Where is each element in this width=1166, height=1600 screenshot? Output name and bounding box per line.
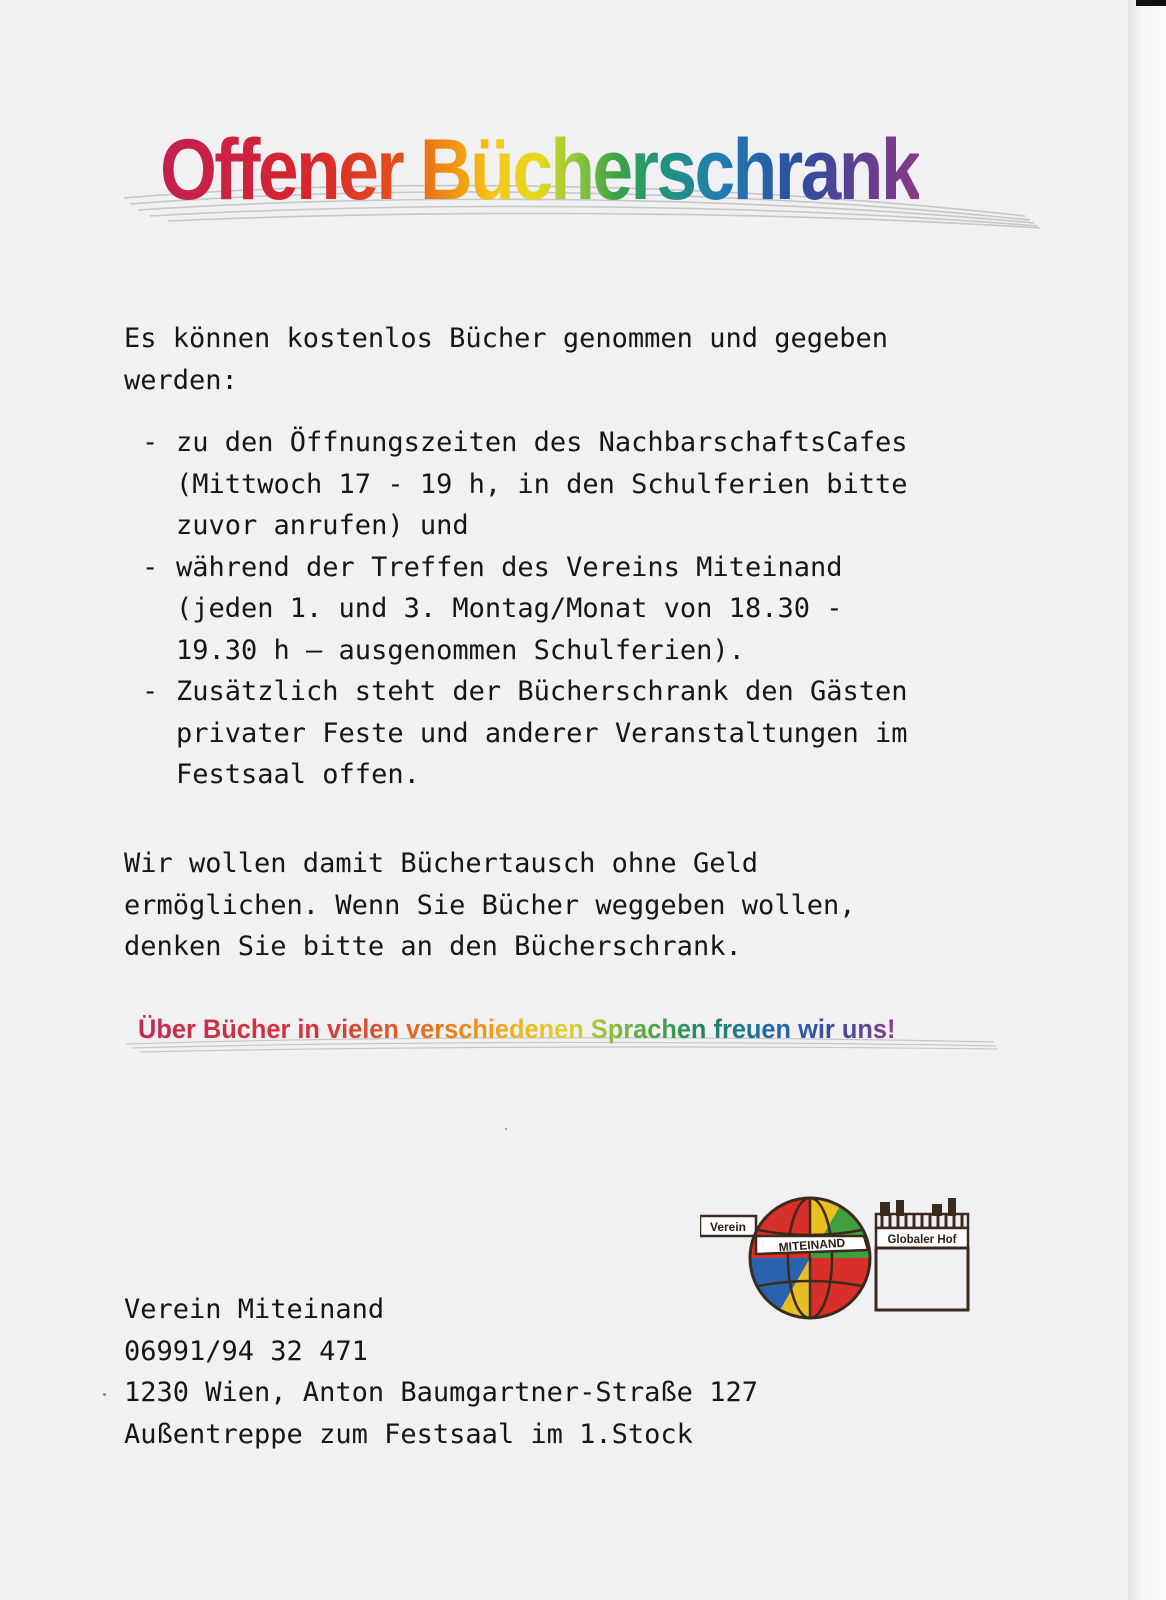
title-block [120,120,1050,240]
list-item-line: während der Treffen des Vereins Miteinand [176,551,843,583]
closing-line: Wir wollen damit Büchertausch ohne Geld [124,848,758,879]
tagline: Über Bücher in vielen verschiedenen Sprachen freuen wir uns! [138,1014,896,1044]
contact-phone: 06991/94 32 471 [124,1335,368,1367]
scan-speck [505,1128,507,1130]
contact-name: Verein Miteinand [124,1294,385,1325]
list-item-line: zu den Öffnungszeiten des NachbarschaftsCafes [176,427,908,458]
list-item-line: Zusätzlich steht der Bücherschrank den Gästen [176,676,908,707]
list-item-line: (Mittwoch 17 - 19 h, in den Schulferien bitte [176,468,908,500]
closing-paragraph [124,843,1024,968]
tagline-block [124,1008,1004,1058]
list-item-line: privater Feste und anderer Veranstaltungen im [176,717,908,749]
logo-right-label: Globaler Hof [887,1234,957,1246]
building-icon [876,1198,968,1310]
list-item [142,671,908,796]
contact-directions: Außentreppe zum Festsaal im 1.Stock [124,1418,693,1450]
contact-block [124,1289,758,1455]
intro-paragraph [124,318,1024,401]
page-edge [1128,0,1166,1600]
list-item-line: 19.30 h – ausgenommen Schulferien). [176,634,745,666]
list-dash: - [142,551,159,583]
contact-address: 1230 Wien, Anton Baumgartner-Straße 127 [124,1377,758,1408]
scan-speck [103,1393,106,1396]
logo-globe-label: MITEINAND [778,1235,846,1255]
logo-left-label: Verein [709,1220,747,1234]
list-item-line: Festsaal offen. [176,759,420,790]
closing-line: denken Sie bitte an den Bücherschrank. [124,931,742,962]
list-dash: - [142,427,159,458]
list-item-line: (jeden 1. und 3. Montag/Monat von 18.30 - [176,593,843,624]
closing-line: ermöglichen. Wenn Sie Bücher weggeben wollen, [124,889,856,921]
opening-list [142,422,908,796]
corner-mark [1136,0,1166,6]
page-title: Offener Bücherschrank [160,122,919,218]
list-item-line: zuvor anrufen) und [176,510,469,541]
list-dash: - [142,676,159,707]
intro-line: werden: [124,364,238,396]
globe-icon [750,1198,870,1318]
intro-line: Es können kostenlos Bücher genommen und gegeben [124,323,889,354]
list-item [142,547,908,672]
list-item [142,422,908,547]
